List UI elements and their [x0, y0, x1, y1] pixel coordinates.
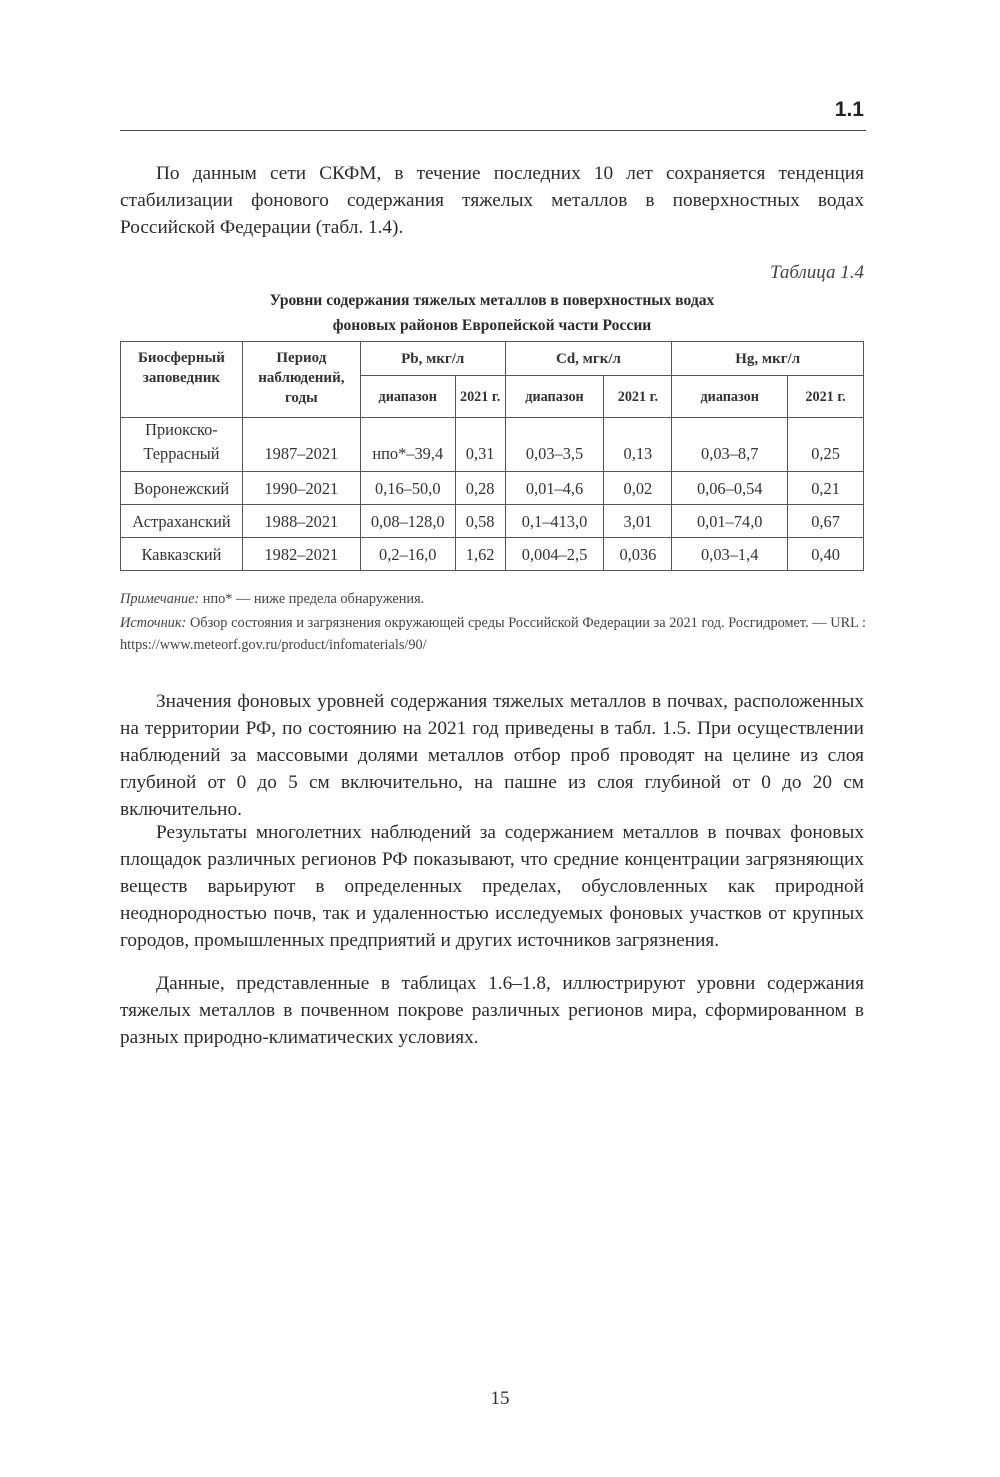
cell-cd-range: 0,004–2,5	[505, 538, 604, 571]
header-pb: Pb, мкг/л	[360, 342, 505, 376]
source-text: Обзор состояния и загрязнения окружающей среды Российской Федерации за 2021 год. Росгидромет. — URL : https://www.meteorf.gov.ru/product/infomaterials/90/	[120, 615, 866, 653]
cell-cd-range: 0,1–413,0	[505, 505, 604, 538]
cell-period: 1987–2021	[242, 418, 360, 472]
cell-reserve: Приокско-Террасный	[121, 418, 243, 472]
table-caption	[120, 288, 864, 338]
cell-cd-2021: 0,02	[604, 472, 672, 505]
header-cd-2021: 2021 г.	[604, 376, 672, 418]
table-row	[121, 538, 864, 571]
header-pb-range: диапазон	[360, 376, 455, 418]
cell-pb-2021: 1,62	[455, 538, 505, 571]
header-rule	[120, 130, 866, 131]
cell-pb-range: 0,2–16,0	[360, 538, 455, 571]
cell-hg-2021: 0,25	[788, 418, 864, 472]
cell-hg-2021: 0,21	[788, 472, 864, 505]
cell-hg-range: 0,01–74,0	[672, 505, 788, 538]
cell-period: 1982–2021	[242, 538, 360, 571]
cell-cd-range: 0,01–4,6	[505, 472, 604, 505]
body-paragraph-3: Данные, представленные в таблицах 1.6–1.8, иллюстрируют уровни содержания тяжелых металлов в почвенном покрове различных регионов мира, сформированном в разных природно-климатических условиях.	[120, 973, 864, 1048]
cell-cd-2021: 0,13	[604, 418, 672, 472]
header-cd-range: диапазон	[505, 376, 604, 418]
header-reserve: Биосферный заповедник	[121, 342, 243, 418]
note-text: нпо* — ниже предела обнаружения.	[199, 591, 425, 607]
table-label: Таблица 1.4	[770, 262, 864, 283]
table-row	[121, 418, 864, 472]
cell-pb-range: 0,08–128,0	[360, 505, 455, 538]
cell-reserve: Астраханский	[121, 505, 243, 538]
cell-hg-range: 0,06–0,54	[672, 472, 788, 505]
table-source	[120, 612, 866, 656]
cell-hg-2021: 0,67	[788, 505, 864, 538]
section-number: 1.1	[834, 98, 864, 121]
header-pb-2021: 2021 г.	[455, 376, 505, 418]
cell-pb-2021: 0,28	[455, 472, 505, 505]
note-label: Примечание:	[120, 591, 200, 607]
table-caption-line-1: Уровни содержания тяжелых металлов в поверхностных водах	[269, 292, 715, 309]
metals-table	[120, 341, 864, 571]
cell-reserve: Воронежский	[121, 472, 243, 505]
cell-cd-2021: 0,036	[604, 538, 672, 571]
body-paragraph-2: Результаты многолетних наблюдений за содержанием металлов в почвах фоновых площадок различных регионов РФ показывают, что средние концентрации загрязняющих веществ варьируют в определенных пределах, обусловленных как природной неоднородностью почв, так и удаленностью исследуемых фоновых участков от крупных городов, промышленных предприятий и других источников загрязнения.	[120, 822, 864, 951]
cell-pb-2021: 0,58	[455, 505, 505, 538]
cell-period: 1990–2021	[242, 472, 360, 505]
source-label: Источник:	[120, 615, 187, 631]
cell-cd-range: 0,03–3,5	[505, 418, 604, 472]
header-cd: Cd, мгк/л	[505, 342, 672, 376]
cell-pb-range: 0,16–50,0	[360, 472, 455, 505]
table-note	[120, 588, 866, 610]
header-hg-range: диапазон	[672, 376, 788, 418]
body-paragraph-1: Значения фоновых уровней содержания тяжелых металлов в почвах, расположенных на территории РФ, по состоянию на 2021 год приведены в табл. 1.5. При осуществлении наблюдений за массовыми долями металлов отбор проб проводят на целине из слоя глубиной от 0 до 5 см включительно, на пашне из слоя глубиной от 0 до 20 см включительно.	[120, 691, 864, 820]
page-number: 15	[490, 1388, 510, 1409]
cell-reserve: Кавказский	[121, 538, 243, 571]
cell-hg-2021: 0,40	[788, 538, 864, 571]
table-row	[121, 505, 864, 538]
cell-pb-range: нпо*–39,4	[360, 418, 455, 472]
cell-cd-2021: 3,01	[604, 505, 672, 538]
cell-pb-2021: 0,31	[455, 418, 505, 472]
table-row	[121, 472, 864, 505]
table-caption-line-2: фоновых районов Европейской части России	[332, 317, 652, 334]
header-hg-2021: 2021 г.	[788, 376, 864, 418]
header-hg: Hg, мкг/л	[672, 342, 864, 376]
intro-paragraph: По данным сети СКФМ, в течение последних 10 лет сохраняется тенденция стабилизации фонового содержания тяжелых металлов в поверхностных водах Российской Федерации (табл. 1.4).	[120, 163, 864, 238]
header-period: Период наблюдений, годы	[242, 342, 360, 418]
cell-period: 1988–2021	[242, 505, 360, 538]
cell-hg-range: 0,03–1,4	[672, 538, 788, 571]
cell-hg-range: 0,03–8,7	[672, 418, 788, 472]
